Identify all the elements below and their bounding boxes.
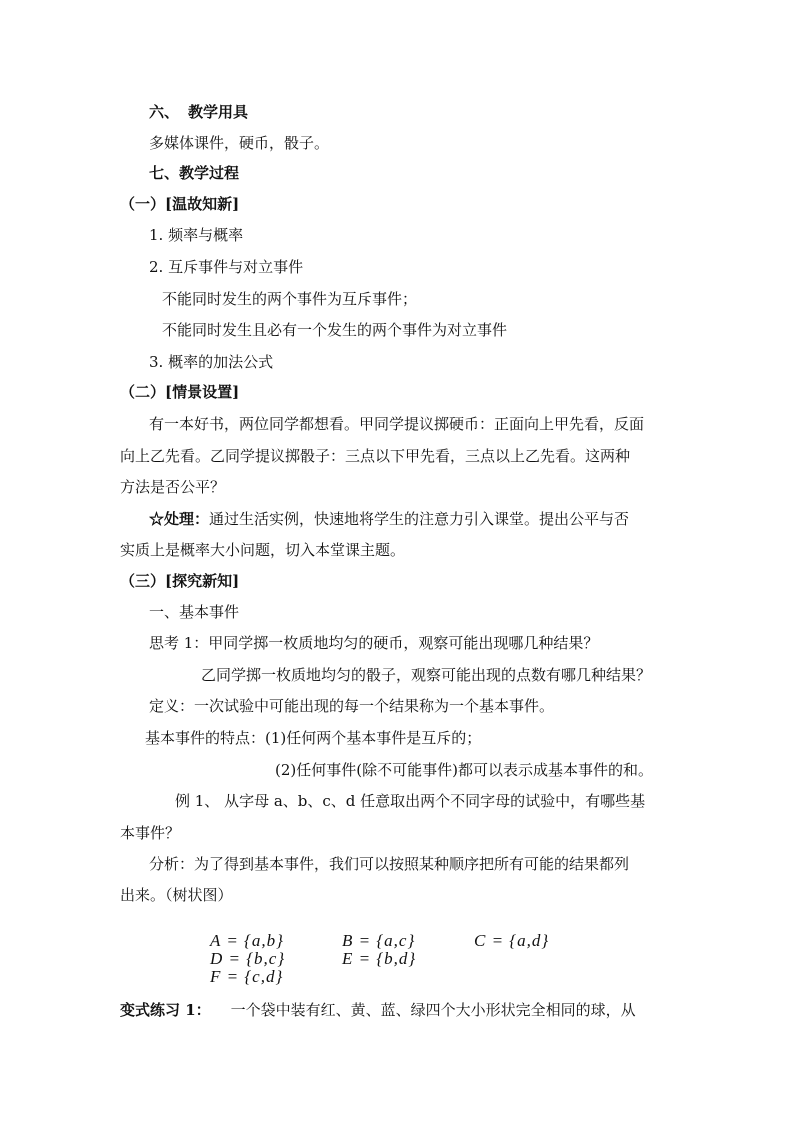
section-7-title: 七、教学过程 (149, 164, 240, 182)
analysis-line-2: 出来。（树状图） (120, 886, 233, 904)
handling-line-1 (149, 509, 629, 529)
handling-label: ☆处理： (149, 510, 210, 528)
review-item-2b: 不能同时发生且必有一个发生的两个事件为对立事件 (162, 321, 508, 339)
set-B: B = {a,c} (342, 931, 416, 950)
tools-line: 多媒体课件，硬币，骰子。 (149, 134, 330, 152)
variant-exercise-text: 一个袋中装有红、黄、蓝、绿四个大小形状完全相同的球，从 (230, 1001, 636, 1019)
feature-line-1: 基本事件的特点：(1)任何两个基本事件是互斥的； (145, 729, 482, 747)
set-D: D = {b,c} (210, 949, 286, 968)
variant-exercise-line (120, 1000, 636, 1020)
review-item-2a: 不能同时发生的两个事件为互斥事件； (162, 290, 418, 308)
scenario-line-3: 方法是否公平？ (120, 478, 226, 496)
handling-text: 通过生活实例，快速地将学生的注意力引入课堂。提出公平与否 (209, 510, 630, 528)
part-3-heading: （三）[探究新知] (120, 572, 240, 590)
scenario-line-2: 向上乙先看。乙同学提议掷骰子：三点以下甲先看，三点以上乙先看。这两种 (120, 447, 631, 465)
part-1-heading: （一）[温故知新] (120, 195, 240, 213)
set-E: E = {b,d} (342, 949, 417, 968)
review-item-1: 1. 频率与概率 (149, 226, 244, 244)
example-1-line-1: 例 1、 从字母 a、b、c、d 任意取出两个不同字母的试验中，有哪些基 (175, 792, 646, 810)
section-6-number: 六、 (149, 103, 180, 121)
section-6-title: 教学用具 (188, 103, 249, 121)
set-A: A = {a,b} (210, 931, 284, 950)
definition-line: 定义：一次试验中可能出现的每一个结果称为一个基本事件。 (149, 697, 555, 715)
variant-exercise-label: 变式练习 1： (120, 1001, 211, 1019)
set-C: C = {a,d} (474, 931, 550, 950)
example-1-line-2: 本事件？ (120, 824, 181, 842)
basic-event-heading: 一、基本事件 (149, 603, 240, 621)
handling-line-2: 实质上是概率大小问题，切入本堂课主题。 (120, 541, 406, 559)
feature-line-2: (2)任何事件(除不可能事件)都可以表示成基本事件的和。 (275, 761, 653, 779)
think-1-line: 思考 1：甲同学掷一枚质地均匀的硬币，观察可能出现哪几种结果？ (149, 634, 599, 652)
review-item-3: 3. 概率的加法公式 (149, 353, 274, 371)
scenario-line-1: 有一本好书，两位同学都想看。甲同学提议掷硬币：正面向上甲先看，反面 (149, 415, 645, 433)
part-2-heading: （二）[情景设置] (120, 383, 240, 401)
review-item-2: 2. 互斥事件与对立事件 (149, 258, 304, 276)
think-2-line: 乙同学掷一枚质地均匀的骰子，观察可能出现的点数有哪几种结果？ (201, 666, 652, 684)
set-F: F = {c,d} (210, 967, 284, 986)
analysis-line-1: 分析：为了得到基本事件，我们可以按照某种顺序把所有可能的结果都列 (149, 855, 630, 873)
